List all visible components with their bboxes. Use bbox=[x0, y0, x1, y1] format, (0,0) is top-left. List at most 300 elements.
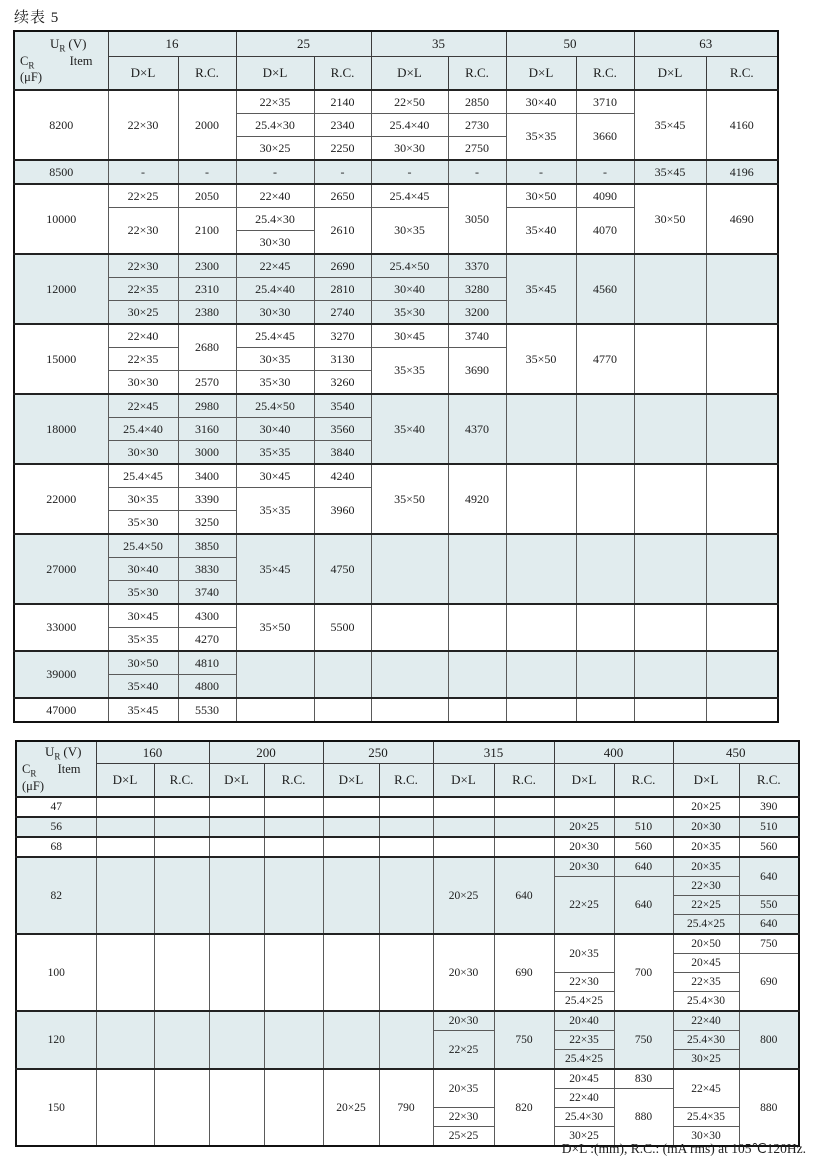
data-cell: 2650 bbox=[314, 184, 371, 208]
data-cell: 690 bbox=[494, 934, 554, 1011]
empty-cell bbox=[371, 604, 448, 651]
data-cell: 4160 bbox=[706, 90, 778, 160]
data-cell: 20×45 bbox=[554, 1069, 614, 1089]
rc-header: R.C. bbox=[614, 764, 673, 798]
empty-cell bbox=[706, 534, 778, 604]
empty-cell bbox=[154, 817, 209, 837]
empty-cell bbox=[634, 651, 706, 698]
data-cell: 30×25 bbox=[673, 1050, 739, 1070]
data-cell: 3660 bbox=[576, 114, 634, 161]
empty-cell bbox=[706, 394, 778, 464]
table-row bbox=[14, 184, 778, 208]
data-cell: 25.4×45 bbox=[236, 324, 314, 348]
data-cell: 3840 bbox=[314, 441, 371, 465]
data-cell: 25.4×30 bbox=[236, 208, 314, 231]
page-title: 续表 5 bbox=[14, 10, 60, 26]
dxl-header: D×L bbox=[673, 764, 739, 798]
empty-cell bbox=[209, 837, 264, 857]
empty-cell bbox=[264, 934, 323, 1011]
data-cell: 560 bbox=[739, 837, 799, 857]
empty-cell bbox=[323, 857, 379, 934]
empty-cell bbox=[209, 1011, 264, 1069]
rc-header: R.C. bbox=[379, 764, 433, 798]
empty-cell bbox=[448, 651, 506, 698]
empty-cell bbox=[209, 1069, 264, 1146]
data-cell: 30×45 bbox=[236, 464, 314, 488]
data-cell: 22×40 bbox=[108, 324, 178, 348]
dxl-header: D×L bbox=[209, 764, 264, 798]
empty-cell bbox=[706, 254, 778, 324]
rc-header: R.C. bbox=[314, 57, 371, 91]
data-cell: 3710 bbox=[576, 90, 634, 114]
empty-cell bbox=[264, 1069, 323, 1146]
empty-cell bbox=[614, 797, 673, 817]
data-cell: 20×25 bbox=[673, 797, 739, 817]
data-cell: 2000 bbox=[178, 90, 236, 160]
data-cell: 25.4×45 bbox=[371, 184, 448, 208]
data-cell: 3000 bbox=[178, 441, 236, 465]
dxl-header: D×L bbox=[371, 57, 448, 91]
row-label: 100 bbox=[16, 934, 96, 1011]
rc-header: R.C. bbox=[494, 764, 554, 798]
data-cell: 3370 bbox=[448, 254, 506, 278]
row-label: 47 bbox=[16, 797, 96, 817]
data-cell: 640 bbox=[614, 857, 673, 877]
data-cell: 2380 bbox=[178, 301, 236, 325]
data-cell: 4750 bbox=[314, 534, 371, 604]
table-row bbox=[16, 797, 799, 817]
data-cell: 22×30 bbox=[108, 208, 178, 255]
data-cell: 25.4×50 bbox=[108, 534, 178, 558]
data-cell: - bbox=[178, 160, 236, 184]
data-cell: - bbox=[236, 160, 314, 184]
data-cell: 30×35 bbox=[108, 488, 178, 511]
data-cell: 3540 bbox=[314, 394, 371, 418]
capacitance-axis-label: $C_R$ bbox=[20, 53, 35, 71]
data-cell: 22×25 bbox=[108, 184, 178, 208]
data-cell: 510 bbox=[614, 817, 673, 837]
data-cell: 35×35 bbox=[236, 488, 314, 535]
data-cell: 5500 bbox=[314, 604, 371, 651]
data-cell: - bbox=[108, 160, 178, 184]
data-cell: 20×50 bbox=[673, 934, 739, 954]
item-label: Item bbox=[69, 53, 93, 68]
data-cell: 25.4×50 bbox=[236, 394, 314, 418]
voltage-header: 250 bbox=[323, 741, 433, 764]
empty-cell bbox=[154, 934, 209, 1011]
data-cell: 30×25 bbox=[554, 1127, 614, 1147]
empty-cell bbox=[96, 1069, 154, 1146]
capacitance-unit-label: (μF) bbox=[20, 70, 42, 85]
data-cell: 25.4×40 bbox=[371, 114, 448, 137]
row-label: 150 bbox=[16, 1069, 96, 1146]
data-cell: 4920 bbox=[448, 464, 506, 534]
empty-cell bbox=[371, 698, 448, 722]
data-cell: 20×35 bbox=[673, 857, 739, 877]
empty-cell bbox=[634, 464, 706, 534]
row-label: 56 bbox=[16, 817, 96, 837]
empty-cell bbox=[314, 651, 371, 698]
data-cell: 2100 bbox=[178, 208, 236, 255]
empty-cell bbox=[154, 1069, 209, 1146]
voltage-header: 400 bbox=[554, 741, 673, 764]
data-cell: - bbox=[371, 160, 448, 184]
rc-header: R.C. bbox=[706, 57, 778, 91]
empty-cell bbox=[433, 837, 494, 857]
ripple-current-table-high-voltage bbox=[15, 740, 800, 1147]
empty-cell bbox=[264, 1011, 323, 1069]
empty-cell bbox=[371, 651, 448, 698]
data-cell: 3390 bbox=[178, 488, 236, 511]
data-cell: 25.4×40 bbox=[236, 278, 314, 301]
data-cell: 2250 bbox=[314, 137, 371, 161]
data-cell: 30×35 bbox=[371, 208, 448, 255]
data-cell: 2850 bbox=[448, 90, 506, 114]
data-cell: 20×35 bbox=[433, 1069, 494, 1108]
rc-header: R.C. bbox=[576, 57, 634, 91]
empty-cell bbox=[379, 934, 433, 1011]
data-cell: 4240 bbox=[314, 464, 371, 488]
empty-cell bbox=[506, 698, 576, 722]
table-row bbox=[14, 90, 778, 114]
table2-body bbox=[16, 797, 799, 1146]
data-cell: 3130 bbox=[314, 348, 371, 371]
data-cell: 4800 bbox=[178, 675, 236, 699]
data-cell: 35×45 bbox=[236, 534, 314, 604]
data-cell: 25.4×25 bbox=[554, 1050, 614, 1070]
table-row bbox=[16, 837, 799, 857]
data-cell: 750 bbox=[494, 1011, 554, 1069]
voltage-header: 315 bbox=[433, 741, 554, 764]
empty-cell bbox=[706, 604, 778, 651]
data-cell: 2750 bbox=[448, 137, 506, 161]
empty-cell bbox=[323, 1011, 379, 1069]
data-cell: 690 bbox=[739, 954, 799, 1012]
empty-cell bbox=[706, 651, 778, 698]
voltage-header: 160 bbox=[96, 741, 209, 764]
subheader-row bbox=[14, 57, 778, 91]
table-row bbox=[14, 254, 778, 278]
dxl-header: D×L bbox=[634, 57, 706, 91]
row-label: 8200 bbox=[14, 90, 108, 160]
rc-header: R.C. bbox=[178, 57, 236, 91]
data-cell: 4270 bbox=[178, 628, 236, 652]
data-cell: 3850 bbox=[178, 534, 236, 558]
data-cell: 35×40 bbox=[506, 208, 576, 255]
data-cell: 4370 bbox=[448, 394, 506, 464]
empty-cell bbox=[448, 604, 506, 651]
data-cell: 22×35 bbox=[108, 278, 178, 301]
empty-cell bbox=[209, 934, 264, 1011]
data-cell: 800 bbox=[739, 1011, 799, 1069]
data-cell: 20×40 bbox=[554, 1011, 614, 1031]
data-cell: 22×35 bbox=[673, 973, 739, 992]
ripple-current-table-low-voltage bbox=[13, 30, 779, 723]
data-cell: 25.4×30 bbox=[554, 1108, 614, 1127]
data-cell: 22×45 bbox=[236, 254, 314, 278]
empty-cell bbox=[448, 698, 506, 722]
data-cell: 22×40 bbox=[236, 184, 314, 208]
dxl-header: D×L bbox=[96, 764, 154, 798]
empty-cell bbox=[634, 324, 706, 394]
data-cell: 22×35 bbox=[108, 348, 178, 371]
data-cell: 3740 bbox=[448, 324, 506, 348]
data-cell: 2140 bbox=[314, 90, 371, 114]
subheader-row bbox=[16, 764, 799, 798]
data-cell: 2810 bbox=[314, 278, 371, 301]
empty-cell bbox=[323, 934, 379, 1011]
data-cell: 30×25 bbox=[108, 301, 178, 325]
voltage-header: 16 bbox=[108, 31, 236, 57]
empty-cell bbox=[379, 837, 433, 857]
empty-cell bbox=[96, 934, 154, 1011]
data-cell: 3690 bbox=[448, 348, 506, 395]
row-label: 18000 bbox=[14, 394, 108, 464]
data-cell: 30×30 bbox=[371, 137, 448, 161]
data-cell: 20×35 bbox=[554, 934, 614, 973]
empty-cell bbox=[506, 604, 576, 651]
data-cell: 35×45 bbox=[108, 698, 178, 722]
voltage-header: 25 bbox=[236, 31, 371, 57]
empty-cell bbox=[494, 837, 554, 857]
data-cell: 22×30 bbox=[673, 877, 739, 896]
data-cell: 3280 bbox=[448, 278, 506, 301]
data-cell: 2610 bbox=[314, 208, 371, 255]
data-cell: 2310 bbox=[178, 278, 236, 301]
empty-cell bbox=[494, 797, 554, 817]
data-cell: 3740 bbox=[178, 581, 236, 605]
empty-cell bbox=[379, 1011, 433, 1069]
empty-cell bbox=[506, 651, 576, 698]
data-cell: 22×40 bbox=[673, 1011, 739, 1031]
capacitance-axis-label: $C_R$ bbox=[22, 762, 37, 779]
data-cell: 2050 bbox=[178, 184, 236, 208]
data-cell: 3830 bbox=[178, 558, 236, 581]
data-cell: 820 bbox=[494, 1069, 554, 1146]
data-cell: 30×40 bbox=[506, 90, 576, 114]
data-cell: 640 bbox=[739, 857, 799, 896]
empty-cell bbox=[264, 797, 323, 817]
empty-cell bbox=[96, 797, 154, 817]
empty-cell bbox=[154, 857, 209, 934]
data-cell: 35×35 bbox=[371, 348, 448, 395]
data-cell: 790 bbox=[379, 1069, 433, 1146]
data-cell: 20×25 bbox=[433, 857, 494, 934]
data-cell: 3160 bbox=[178, 418, 236, 441]
data-cell: 4690 bbox=[706, 184, 778, 254]
data-cell: - bbox=[576, 160, 634, 184]
data-cell: 390 bbox=[739, 797, 799, 817]
data-cell: 20×45 bbox=[673, 954, 739, 973]
voltage-header: 50 bbox=[506, 31, 634, 57]
data-cell: 22×30 bbox=[108, 254, 178, 278]
data-cell: 30×45 bbox=[108, 604, 178, 628]
data-cell: 35×30 bbox=[108, 511, 178, 535]
data-cell: 30×30 bbox=[236, 301, 314, 325]
data-cell: 4810 bbox=[178, 651, 236, 675]
data-cell: 2740 bbox=[314, 301, 371, 325]
data-cell: 35×50 bbox=[506, 324, 576, 394]
row-label: 15000 bbox=[14, 324, 108, 394]
capacitance-unit-label: (μF) bbox=[22, 778, 44, 793]
corner-header bbox=[14, 31, 108, 90]
data-cell: 550 bbox=[739, 896, 799, 915]
data-cell: 35×35 bbox=[236, 441, 314, 465]
empty-cell bbox=[96, 837, 154, 857]
data-cell: 25.4×25 bbox=[673, 915, 739, 935]
empty-cell bbox=[706, 324, 778, 394]
data-cell: 30×50 bbox=[108, 651, 178, 675]
empty-cell bbox=[576, 534, 634, 604]
table-row bbox=[16, 817, 799, 837]
data-cell: 2300 bbox=[178, 254, 236, 278]
empty-cell bbox=[96, 857, 154, 934]
data-cell: 22×45 bbox=[673, 1069, 739, 1108]
empty-cell bbox=[706, 698, 778, 722]
data-cell: 25.4×30 bbox=[236, 114, 314, 137]
data-cell: 22×25 bbox=[433, 1031, 494, 1070]
dxl-header: D×L bbox=[506, 57, 576, 91]
data-cell: 35×40 bbox=[371, 394, 448, 464]
voltage-header: 35 bbox=[371, 31, 506, 57]
data-cell: 3250 bbox=[178, 511, 236, 535]
data-cell: 880 bbox=[614, 1089, 673, 1147]
data-cell: 25.4×35 bbox=[673, 1108, 739, 1127]
data-cell: 20×30 bbox=[554, 857, 614, 877]
empty-cell bbox=[448, 534, 506, 604]
voltage-header-row bbox=[16, 741, 799, 764]
empty-cell bbox=[154, 1011, 209, 1069]
data-cell: 2730 bbox=[448, 114, 506, 137]
empty-cell bbox=[314, 698, 371, 722]
data-cell: 35×45 bbox=[634, 90, 706, 160]
voltage-axis-label: $U_R$ (V) bbox=[50, 35, 87, 54]
data-cell: 2980 bbox=[178, 394, 236, 418]
empty-cell bbox=[433, 797, 494, 817]
data-cell: 4196 bbox=[706, 160, 778, 184]
row-label: 8500 bbox=[14, 160, 108, 184]
row-label: 27000 bbox=[14, 534, 108, 604]
data-cell: 35×50 bbox=[371, 464, 448, 534]
row-label: 10000 bbox=[14, 184, 108, 254]
data-cell: 25.4×50 bbox=[371, 254, 448, 278]
rc-header: R.C. bbox=[264, 764, 323, 798]
data-cell: 30×40 bbox=[236, 418, 314, 441]
empty-cell bbox=[236, 651, 314, 698]
empty-cell bbox=[634, 254, 706, 324]
data-cell: 560 bbox=[614, 837, 673, 857]
units-footnote: D×L :(mm), R.C.: (mA rms) at 105℃120Hz. bbox=[561, 1141, 806, 1156]
rc-header: R.C. bbox=[154, 764, 209, 798]
empty-cell bbox=[554, 797, 614, 817]
empty-cell bbox=[379, 857, 433, 934]
data-cell: 22×25 bbox=[554, 877, 614, 935]
empty-cell bbox=[154, 837, 209, 857]
data-cell: 30×30 bbox=[673, 1127, 739, 1147]
table-row bbox=[14, 324, 778, 348]
data-cell: 30×40 bbox=[371, 278, 448, 301]
data-cell: 3960 bbox=[314, 488, 371, 535]
data-cell: 510 bbox=[739, 817, 799, 837]
table-row bbox=[16, 857, 799, 877]
voltage-header-row bbox=[14, 31, 778, 57]
table1-body bbox=[14, 90, 778, 722]
data-cell: 20×25 bbox=[554, 817, 614, 837]
table-row bbox=[14, 534, 778, 558]
data-cell: 22×50 bbox=[371, 90, 448, 114]
dxl-header: D×L bbox=[323, 764, 379, 798]
empty-cell bbox=[264, 857, 323, 934]
empty-cell bbox=[576, 651, 634, 698]
empty-cell bbox=[576, 464, 634, 534]
data-cell: 30×35 bbox=[236, 348, 314, 371]
data-cell: 30×30 bbox=[108, 371, 178, 395]
empty-cell bbox=[634, 394, 706, 464]
data-cell: 20×30 bbox=[433, 1011, 494, 1031]
table-row bbox=[14, 698, 778, 722]
data-cell: 2570 bbox=[178, 371, 236, 395]
data-cell: 30×45 bbox=[371, 324, 448, 348]
table-row bbox=[14, 604, 778, 628]
data-cell: 4300 bbox=[178, 604, 236, 628]
dxl-header: D×L bbox=[433, 764, 494, 798]
data-cell: 22×30 bbox=[433, 1108, 494, 1127]
empty-cell bbox=[576, 604, 634, 651]
data-cell: 2690 bbox=[314, 254, 371, 278]
data-cell: 25.4×25 bbox=[554, 992, 614, 1012]
empty-cell bbox=[433, 817, 494, 837]
row-label: 82 bbox=[16, 857, 96, 934]
empty-cell bbox=[379, 797, 433, 817]
data-cell: 35×30 bbox=[371, 301, 448, 325]
rc-header: R.C. bbox=[448, 57, 506, 91]
data-cell: 2680 bbox=[178, 324, 236, 371]
data-cell: 25.4×40 bbox=[108, 418, 178, 441]
data-cell: 5530 bbox=[178, 698, 236, 722]
data-cell: - bbox=[506, 160, 576, 184]
dxl-header: D×L bbox=[554, 764, 614, 798]
row-label: 120 bbox=[16, 1011, 96, 1069]
data-cell: 4070 bbox=[576, 208, 634, 255]
data-cell: 30×25 bbox=[236, 137, 314, 161]
row-label: 68 bbox=[16, 837, 96, 857]
data-cell: 20×30 bbox=[554, 837, 614, 857]
empty-cell bbox=[506, 464, 576, 534]
empty-cell bbox=[236, 698, 314, 722]
data-cell: 30×30 bbox=[236, 231, 314, 255]
empty-cell bbox=[379, 817, 433, 837]
data-cell: 30×30 bbox=[108, 441, 178, 465]
data-cell: 640 bbox=[739, 915, 799, 935]
empty-cell bbox=[96, 817, 154, 837]
empty-cell bbox=[706, 464, 778, 534]
row-label: 12000 bbox=[14, 254, 108, 324]
data-cell: - bbox=[314, 160, 371, 184]
row-label: 39000 bbox=[14, 651, 108, 698]
empty-cell bbox=[264, 817, 323, 837]
dxl-header: D×L bbox=[108, 57, 178, 91]
empty-cell bbox=[634, 534, 706, 604]
empty-cell bbox=[506, 394, 576, 464]
empty-cell bbox=[576, 394, 634, 464]
data-cell: 640 bbox=[494, 857, 554, 934]
empty-cell bbox=[323, 797, 379, 817]
data-cell: 22×30 bbox=[108, 90, 178, 160]
data-cell: 25×25 bbox=[433, 1127, 494, 1147]
data-cell: 25.4×45 bbox=[108, 464, 178, 488]
data-cell: 3050 bbox=[448, 184, 506, 254]
data-cell: 880 bbox=[739, 1069, 799, 1146]
